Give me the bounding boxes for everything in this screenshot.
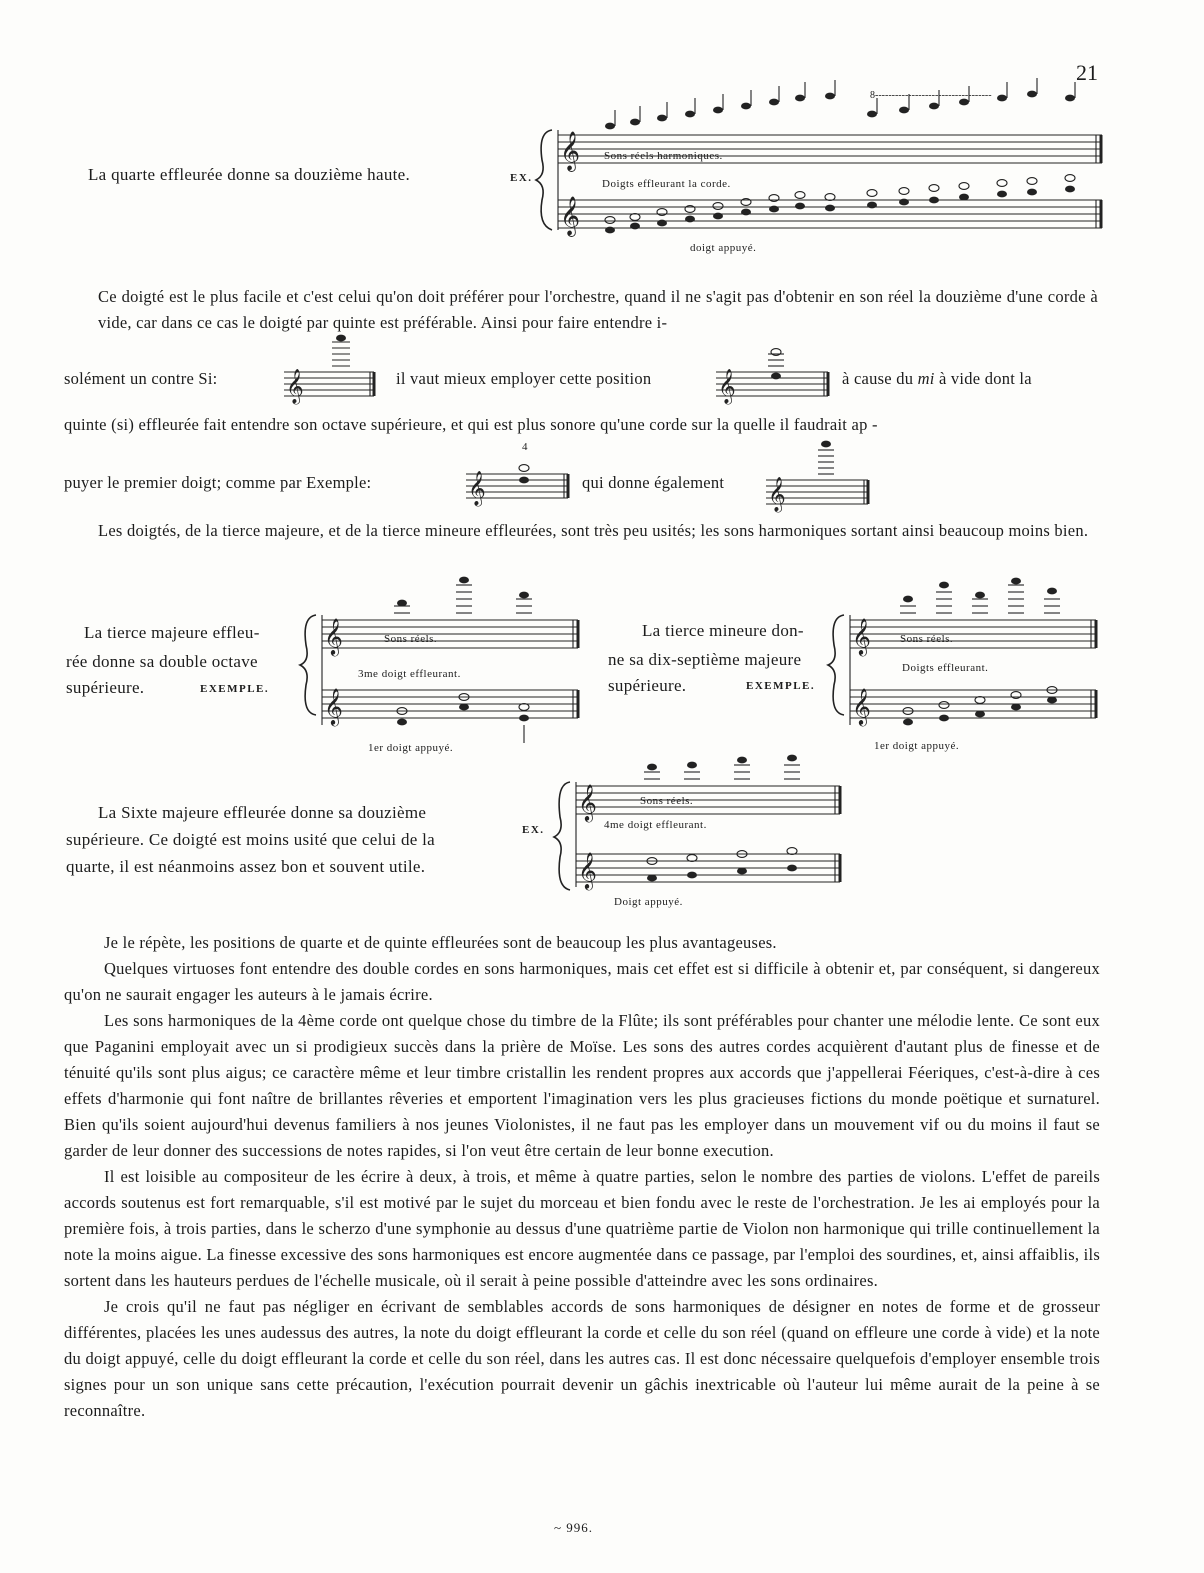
example-label-sixth: EX.	[522, 824, 545, 836]
fourth-bottom-footer: doigt appuyé.	[690, 242, 757, 254]
fourth-harmonic-staff	[530, 80, 1110, 270]
treble-clef-icon: 𝄞	[324, 617, 343, 655]
example-word-minor: EXEMPLE.	[746, 680, 816, 692]
sixth-top-label: Sons réels.	[640, 795, 694, 807]
treble-clef-icon: 𝄞	[578, 851, 597, 889]
body-paragraph-text: Je le répète, les positions de quarte et de quinte effleurées sont de beaucoup les plus avantageuses.	[104, 933, 777, 952]
minor-third-top-label: Sons réels.	[900, 633, 954, 645]
minor-third-footer: 1er doigt appuyé.	[874, 740, 960, 752]
major-third-caption-3: supérieure.	[66, 678, 145, 697]
treble-clef-icon: 𝄞	[468, 471, 486, 506]
body-paragraph	[64, 1164, 1100, 1294]
body-paragraph	[64, 930, 1100, 956]
sixth-caption-2: supérieure. Ce doigté est moins usité que celui de la	[66, 830, 436, 849]
para1-line2b: il vaut mieux employer cette position	[396, 369, 652, 388]
body-paragraph-text: Il est loisible au compositeur de les écrire à deux, à trois, et même à quatre parties, selon le nombre des parties de violons. L'effet de pareils accords soutenus est fort remarquable, s'il est motivé par le sujet du morceau et bien fondu avec le reste de l'orchestration. Je les ai employés pour la première fois, à trois parties, dans le scherzo d'une symphonie au dessus d'une quatrième partie de Violon non harmonique qui trille continuellement la note la moins aigue. La finesse excessive des sons harmoniques est encore augmentée dans ce passage, par l'emploi des sourdines, et, ainsi affaiblis, ils sortent dans les hauteurs perdues de l'échelle musicale, où il serait à peine possible d'atteindre avec les sons ordinaires.	[64, 1167, 1100, 1290]
plate-number: ~ 996.	[554, 1520, 594, 1535]
body-text	[64, 930, 1100, 1424]
major-third-caption-2: rée donne sa double octave	[66, 652, 258, 671]
para1-mi-italic: mi	[917, 369, 935, 388]
body-paragraph	[64, 1008, 1100, 1164]
major-third-footer: 1er doigt appuyé.	[368, 742, 454, 754]
sixth-staff	[548, 762, 848, 912]
minor-third-bottom-label: Doigts effleurant.	[902, 662, 989, 674]
octave-mark: 8-----------------------------------	[870, 90, 992, 101]
treble-clef-icon: 𝄞	[560, 131, 581, 171]
inline-staff-si	[284, 332, 384, 402]
para1-line2c-text: à cause du	[842, 369, 914, 388]
para2-text: Les doigtés, de la tierce majeure, et de la tierce mineure effleurées, sont très peu usités; les sons harmoniques sortant ainsi beaucoup moins bien.	[98, 521, 1089, 540]
fourth-bottom-label: Doigts effleurant la corde.	[602, 178, 731, 190]
treble-clef-icon: 𝄞	[560, 196, 581, 236]
svg-text:4: 4	[522, 441, 528, 453]
sixth-caption-1: La Sixte majeure effleurée donne sa douzième	[98, 803, 427, 822]
treble-clef-icon: 𝄞	[768, 477, 786, 512]
minor-third-caption-1: La tierce mineure don-	[642, 621, 804, 640]
treble-clef-icon: 𝄞	[324, 687, 343, 725]
fourth-caption: La quarte effleurée donne sa douzième haute.	[88, 165, 411, 184]
page-number: 21	[1076, 60, 1098, 85]
para1-line1	[98, 284, 1098, 336]
para1-line4a: puyer le premier doigt; comme par Exemple:	[64, 473, 372, 492]
example-label-fourth: EX.	[510, 172, 533, 184]
para1-line3: quinte (si) effleurée fait entendre son octave supérieure, et qui est plus sonore qu'une corde sur la quelle il faudrait ap -	[64, 415, 878, 434]
body-paragraph-text: Les sons harmoniques de la 4ème corde ont quelque chose du timbre de la Flûte; ils sont préférables pour chanter une mélodie lente. Ce sont eux que Paganini employait avec un si prodigieux succès dans la prière de Moïse. Les sons des autres cordes acquièrent d'autant plus de finesse et de ténuité qu'ils sont plus aigus; ce caractère même et leur timbre cristallin les rendent propres aux accords que j'appellerai Féeriques, c'est-à-dire à ces effets d'harmonie qui font naître de brillantes rêveries et emportent l'imagination vers les plus gracieuses fictions du monde poëtique et surnaturel. Bien qu'ils soient aujourd'hui devenus familiers à nos jeunes Violonistes, il ne faut pas les employer dans un mouvement vif ou du moins il faut se garder de leur donner des successions de notes rapides, si l'on veut être certain de leur bonne execution.	[64, 1011, 1100, 1160]
para1-line4b: qui donne également	[582, 473, 725, 492]
inline-staff-example	[466, 436, 576, 506]
major-third-caption-1: La tierce majeure effleu-	[84, 623, 260, 642]
para1-line2c	[842, 366, 1032, 392]
sixth-caption-3: quarte, il est néanmoins assez bon et souvent utile.	[66, 857, 426, 876]
minor-third-caption-2: ne sa dix-septième majeure	[608, 650, 802, 669]
example-word-major: EXEMPLE.	[200, 683, 270, 695]
treble-clef-icon: 𝄞	[286, 369, 304, 404]
sixth-bottom-label: 4me doigt effleurant.	[604, 819, 707, 831]
body-paragraph	[64, 1294, 1100, 1424]
treble-clef-icon: 𝄞	[578, 783, 597, 821]
major-third-bottom-label: 3me doigt effleurant.	[358, 668, 461, 680]
inline-staff-position	[716, 332, 836, 402]
body-paragraph-text: Quelques virtuoses font entendre des double cordes en sons harmoniques, mais cet effet est si difficile à obtenir et, par conséquent, si dangereux qu'on ne saurait engager les auteurs à le jamais écrire.	[64, 959, 1100, 1004]
fourth-top-label: Sons réels harmoniques.	[604, 150, 723, 162]
para2	[64, 518, 1098, 544]
treble-clef-icon: 𝄞	[852, 687, 871, 725]
para1-line2d-text: à vide dont la	[938, 369, 1032, 388]
sixth-footer: Doigt appuyé.	[614, 896, 683, 908]
inline-staff-result	[766, 436, 876, 512]
minor-third-caption-3: supérieure.	[608, 676, 687, 695]
major-third-top-label: Sons réels.	[384, 633, 438, 645]
para1-line2a: solément un contre Si:	[64, 369, 218, 388]
treble-clef-icon: 𝄞	[718, 369, 736, 404]
body-paragraph-text: Je crois qu'il ne faut pas négliger en écrivant de semblables accords de sons harmoniques de désigner en notes de forme et de grosseur différentes, placées les unes audessus des autres, la note du doigt effleurant la corde et celle du son réel (quand on effleure une corde à vide) et la note du doigt appuyé, celle du doigt effleurant la corde et celle du son réel, dans les autres cas. Il est donc nécessaire quelquefois d'employer ensemble trois signes pour un son unique sans cette précaution, l'exécution pourrait devenir un gâchis inextricable où l'auteur lui même aurait de la peine à se reconnaître.	[64, 1297, 1100, 1420]
body-paragraph	[64, 956, 1100, 1008]
para1-line1-text: Ce doigté est le plus facile et c'est celui qu'on doit préférer pour l'orchestre, quand il ne s'agit pas d'obtenir en son réel la douzième d'une corde à vide, car dans ce cas le doigté par quinte est préférable. Ainsi pour faire entendre i-	[98, 287, 1098, 332]
treble-clef-icon: 𝄞	[852, 617, 871, 655]
